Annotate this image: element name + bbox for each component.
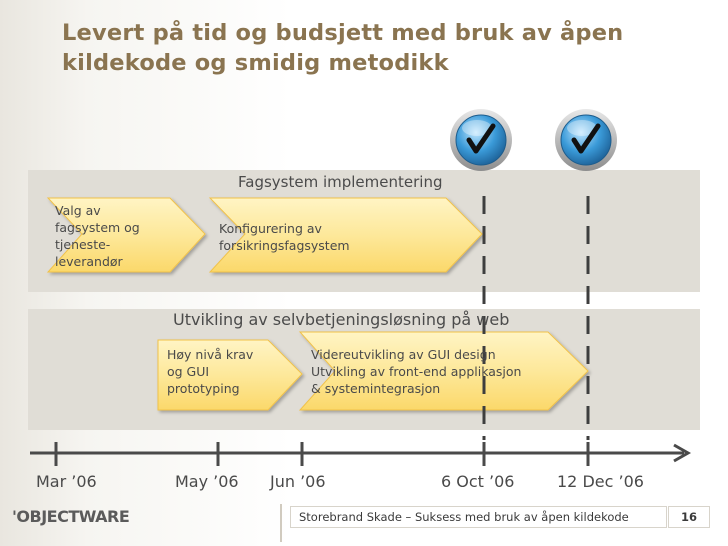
- chevron-text-line: fagsystem og: [55, 220, 140, 235]
- chevron-text-videreutvikling: [311, 346, 521, 397]
- footer-caption-box: [290, 506, 667, 528]
- footer-page-box: [668, 506, 710, 528]
- checkmark-icon: [555, 109, 617, 171]
- chevron-text-krav: [167, 346, 253, 397]
- chevron-text-line: leverandør: [55, 254, 123, 269]
- chevron-text-konfigurering: [219, 220, 350, 254]
- chevron-text-line: Konfigurering av: [219, 221, 322, 236]
- timeline-label-may: May ’06: [175, 472, 239, 491]
- slide-title-line-1: Levert på tid og budsjett med bruk av åpen: [62, 20, 624, 46]
- chevron-text-line: tjeneste-: [55, 237, 111, 252]
- chevron-text-line: Valg av: [55, 203, 101, 218]
- timeline-label-mar: Mar ’06: [36, 472, 97, 491]
- objectware-logo: [12, 507, 129, 526]
- page-number: 16: [681, 510, 698, 524]
- timeline-label-oct: 6 Oct ’06: [441, 472, 515, 491]
- timeline-label-dec: 12 Dec ’06: [557, 472, 644, 491]
- chevron-text-line: Høy nivå krav: [167, 347, 254, 362]
- timeline-label-jun: Jun ’06: [270, 472, 326, 491]
- footer-caption: Storebrand Skade – Suksess med bruk av åpen kildekode: [299, 510, 629, 524]
- chevron-text-line: forsikringsfagsystem: [219, 238, 350, 253]
- checkmark-icon: [450, 109, 512, 171]
- chevron-text-line: og GUI: [167, 364, 210, 379]
- chevron-text-valg: [55, 202, 140, 270]
- band-label-fagsystem: Fagsystem implementering: [238, 173, 443, 191]
- band-label-selvbetjening: Utvikling av selvbetjeningsløsning på web: [173, 310, 510, 329]
- chevron-text-line: Utvikling av front-end applikasjon: [311, 364, 522, 379]
- logo-mark: ': [12, 507, 17, 526]
- footer-divider: [280, 504, 282, 542]
- chevron-text-line: prototyping: [167, 381, 240, 396]
- logo-text: OBJECTWARE: [16, 507, 130, 526]
- slide-title-line-2: kildekode og smidig metodikk: [62, 50, 449, 76]
- chevron-text-line: & systemintegrasjon: [311, 381, 441, 396]
- chevron-text-line: Videreutvikling av GUI design: [311, 347, 496, 362]
